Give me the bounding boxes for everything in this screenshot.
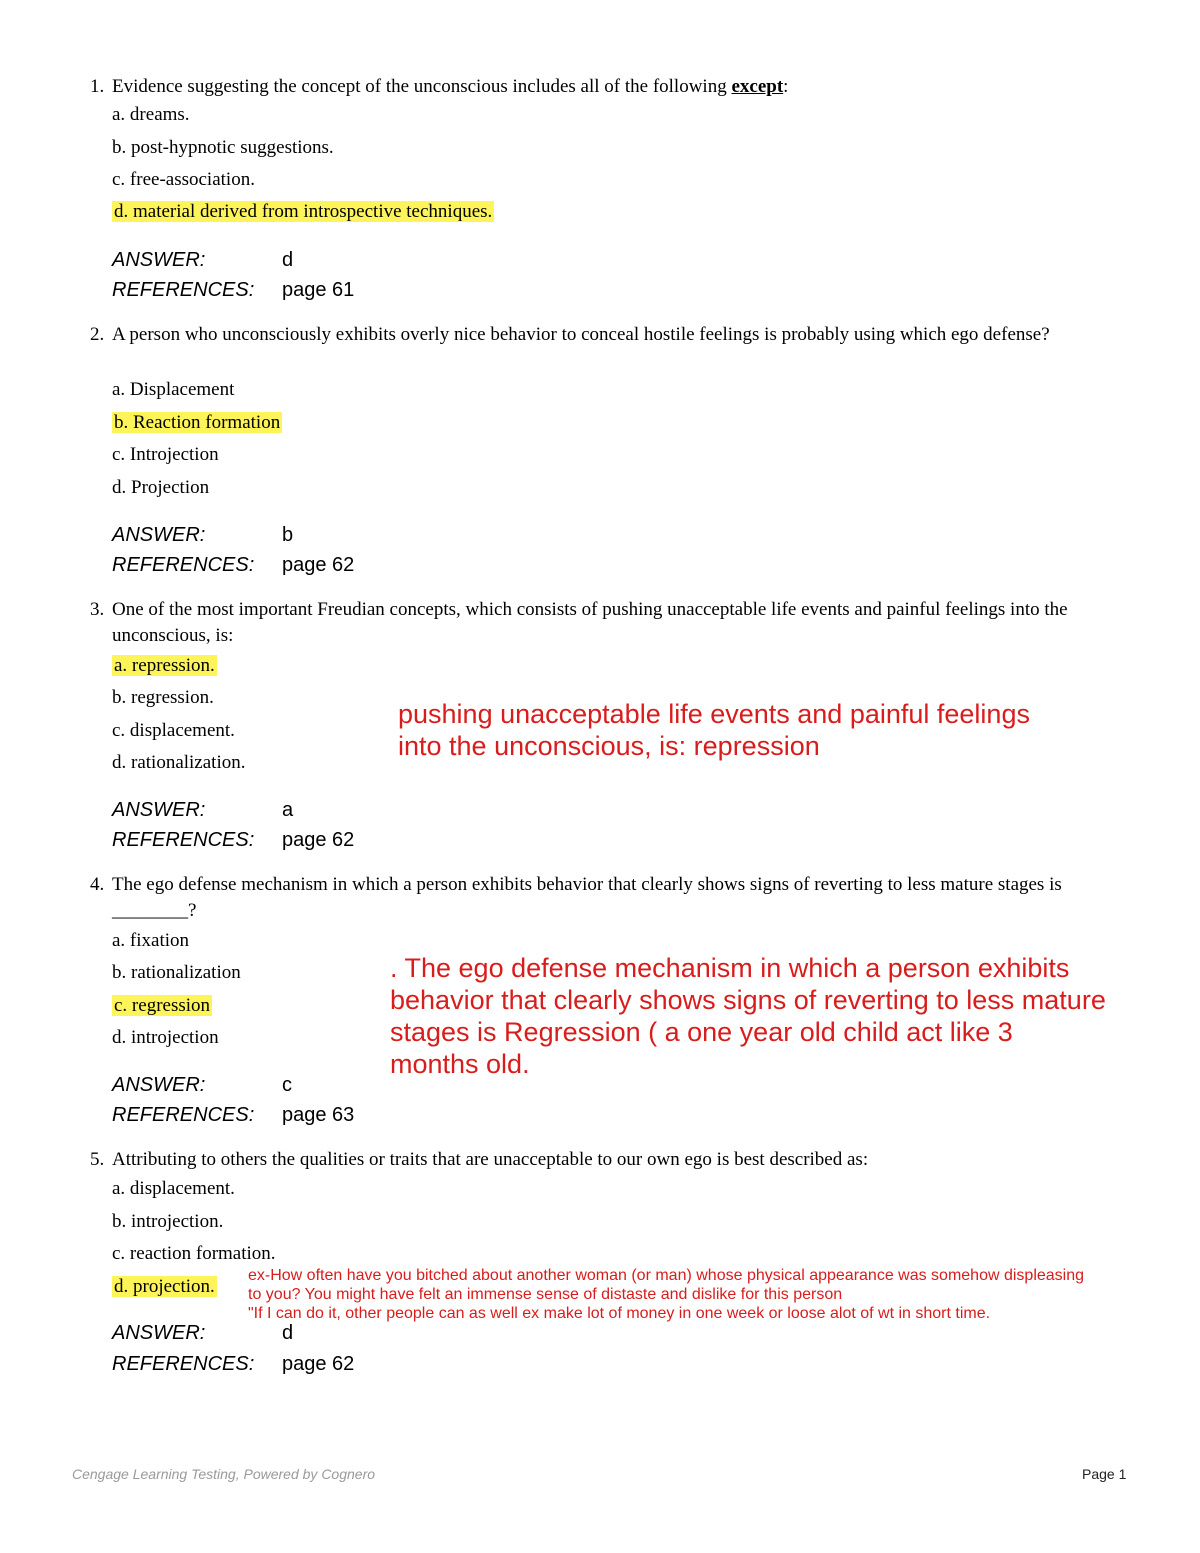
question-stem: A person who unconsciously exhibits overly nice behavior to conceal hostile feelings is probably using which ego defense?	[112, 324, 1050, 345]
option-c: c. Introjection	[112, 444, 219, 465]
option-c: c. reaction formation.	[112, 1243, 276, 1264]
question-number: 2.	[90, 324, 105, 345]
answer-line: ANSWER: a	[112, 799, 294, 821]
option-d	[112, 200, 494, 224]
footer-publisher: Cengage Learning Testing, Powered by Cognero	[72, 1466, 376, 1482]
highlighted-answer: c. regression	[114, 995, 211, 1016]
question-4	[90, 872, 1130, 921]
option-a: a. displacement.	[112, 1178, 235, 1199]
answer-line: ANSWER: b	[112, 524, 294, 546]
references-line: REFERENCES: page 61	[112, 279, 355, 301]
references-line: REFERENCES: page 62	[112, 1353, 355, 1375]
option-c	[112, 994, 212, 1018]
highlighted-answer: d. material derived from introspective techniques.	[114, 201, 493, 222]
question-5	[90, 1147, 1130, 1173]
option-b: b. post-hypnotic suggestions.	[112, 137, 334, 158]
option-d: d. rationalization.	[112, 752, 246, 773]
question-stem: One of the most important Freudian concepts, which consists of pushing unacceptable life events and painful feelings into the unconscious, is:	[112, 599, 1068, 646]
option-b: b. introjection.	[112, 1211, 224, 1232]
option-c: c. displacement.	[112, 720, 235, 741]
question-number: 5.	[90, 1149, 105, 1170]
option-a: a. dreams.	[112, 104, 190, 125]
answer-line: ANSWER: d	[112, 1322, 294, 1344]
question-number: 1.	[90, 76, 105, 97]
option-b: b. regression.	[112, 687, 214, 708]
question-1	[90, 74, 1130, 100]
highlighted-answer: d. projection.	[114, 1276, 215, 1297]
handwritten-note-q4: . The ego defense mechanism in which a person exhibits behavior that clearly shows signs of reverting to less mature stages is Regression ( a one year old child act like 3 months old.	[390, 953, 1106, 1079]
option-d: d. Projection	[112, 477, 210, 498]
option-a: a. Displacement	[112, 379, 235, 400]
references-line: REFERENCES: page 62	[112, 554, 355, 576]
question-3	[90, 597, 1130, 646]
references-line: REFERENCES: page 63	[112, 1104, 355, 1126]
question-stem: Evidence suggesting the concept of the unconscious includes all of the following except:	[112, 76, 789, 97]
question-number: 4.	[90, 874, 105, 895]
emphasis-except: except	[731, 76, 784, 97]
option-d	[112, 1275, 217, 1299]
option-a: a. fixation	[112, 930, 190, 951]
footer-page-number: Page 1	[1082, 1466, 1127, 1482]
question-stem: Attributing to others the qualities or traits that are unacceptable to our own ego is best described as:	[112, 1149, 869, 1170]
question-stem: The ego defense mechanism in which a person exhibits behavior that clearly shows signs of reverting to less mature stages is ________?	[112, 874, 1062, 921]
option-b: b. rationalization	[112, 962, 241, 983]
question-number: 3.	[90, 599, 105, 620]
references-line: REFERENCES: page 62	[112, 829, 355, 851]
option-d: d. introjection	[112, 1027, 219, 1048]
option-b	[112, 411, 282, 435]
option-a	[112, 654, 217, 678]
handwritten-note-q5: ex-How often have you bitched about another woman (or man) whose physical appearance was somehow displeasing to you? You might have felt an immense sense of distaste and dislike for this person "If I can do it, other people can as well ex make lot of money in one week or loose alot of wt in short time.	[248, 1267, 1085, 1322]
answer-line: ANSWER: d	[112, 249, 294, 271]
highlighted-answer: a. repression.	[114, 655, 215, 676]
answer-line: ANSWER: c	[112, 1074, 292, 1096]
question-2	[90, 322, 1130, 348]
handwritten-note-q3: pushing unacceptable life events and painful feelings into the unconscious, is: repression	[398, 699, 1030, 761]
highlighted-answer: b. Reaction formation	[114, 412, 281, 433]
option-c: c. free-association.	[112, 169, 255, 190]
